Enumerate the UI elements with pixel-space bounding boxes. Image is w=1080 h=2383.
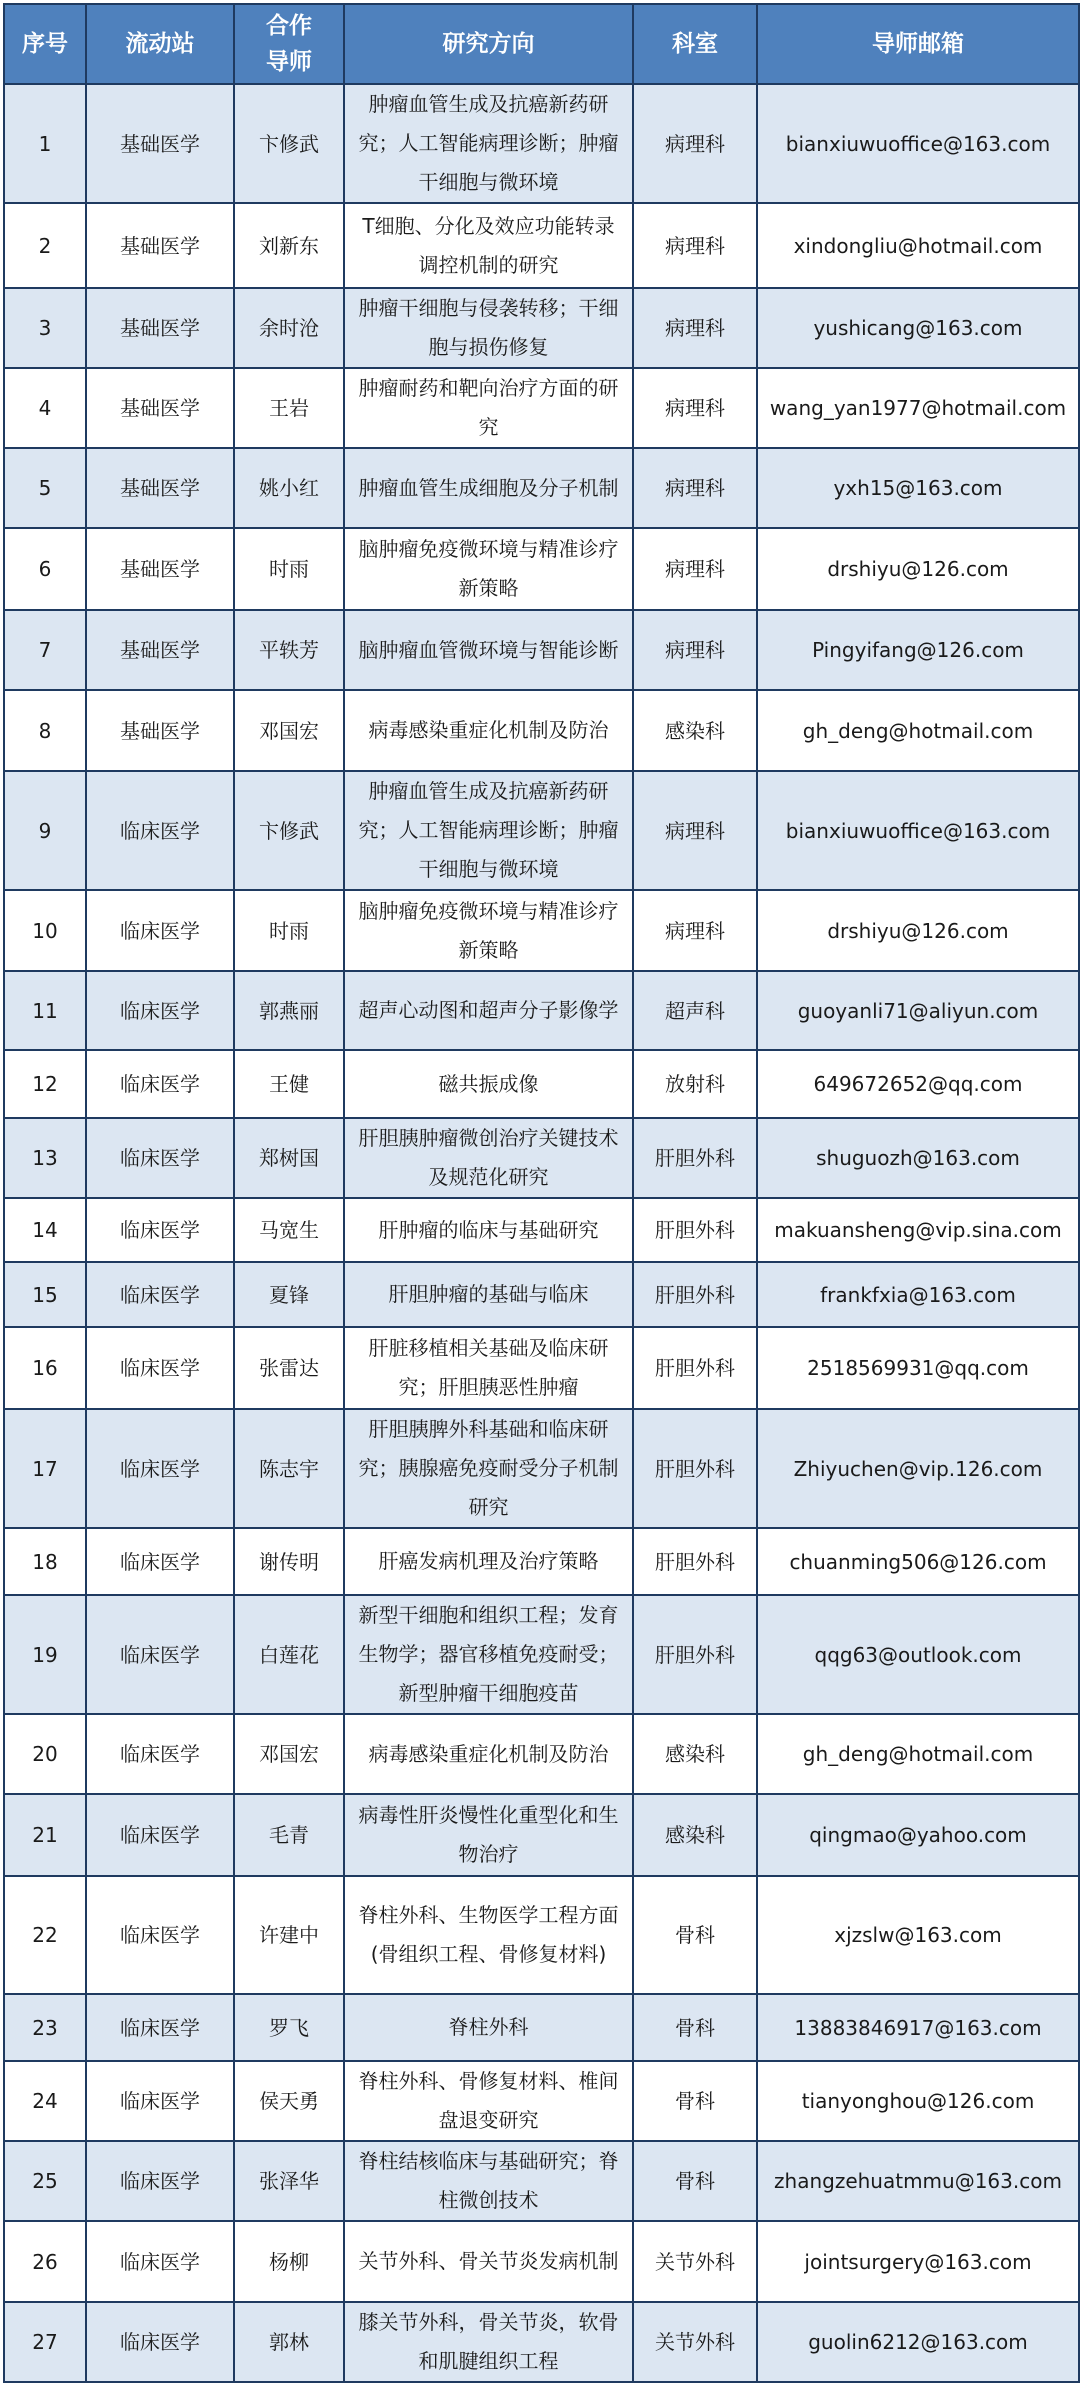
cell-advisor: 白莲花 <box>234 1595 344 1714</box>
table-row <box>4 1327 1079 1409</box>
cell-department: 病理科 <box>633 368 757 448</box>
table-row <box>4 1528 1079 1595</box>
cell-station: 临床医学 <box>86 771 234 890</box>
table-row <box>4 203 1079 288</box>
cell-email: makuansheng@vip.sina.com <box>757 1198 1079 1262</box>
cell-station: 临床医学 <box>86 1714 234 1794</box>
cell-index: 9 <box>4 771 86 890</box>
table-row <box>4 771 1079 890</box>
cell-department: 感染科 <box>633 1794 757 1876</box>
cell-advisor: 张泽华 <box>234 2141 344 2221</box>
cell-research: 新型干细胞和组织工程；发育生物学；器官移植免疫耐受；新型肿瘤干细胞疫苗 <box>344 1595 633 1714</box>
cell-advisor: 平轶芳 <box>234 610 344 690</box>
cell-advisor: 卞修武 <box>234 84 344 203</box>
table-row <box>4 1876 1079 1994</box>
cell-index: 15 <box>4 1262 86 1327</box>
cell-department: 骨科 <box>633 1994 757 2061</box>
cell-email: gh_deng@hotmail.com <box>757 1714 1079 1794</box>
cell-research: 肝胆胰肿瘤微创治疗关键技术及规范化研究 <box>344 1118 633 1198</box>
cell-email: guolin6212@163.com <box>757 2302 1079 2382</box>
cell-station: 临床医学 <box>86 2221 234 2302</box>
cell-advisor: 许建中 <box>234 1876 344 1994</box>
table-body <box>4 84 1079 2382</box>
cell-index: 6 <box>4 528 86 610</box>
cell-email: yxh15@163.com <box>757 448 1079 528</box>
header-station: 流动站 <box>86 4 234 84</box>
cell-email: shuguozh@163.com <box>757 1118 1079 1198</box>
cell-index: 3 <box>4 288 86 368</box>
table-row <box>4 368 1079 448</box>
table-row <box>4 2221 1079 2302</box>
cell-advisor: 夏锋 <box>234 1262 344 1327</box>
cell-station: 临床医学 <box>86 971 234 1050</box>
cell-department: 骨科 <box>633 1876 757 1994</box>
cell-department: 关节外科 <box>633 2221 757 2302</box>
cell-research: 病毒感染重症化机制及防治 <box>344 690 633 771</box>
cell-research: 膝关节外科，骨关节炎，软骨和肌腱组织工程 <box>344 2302 633 2382</box>
cell-email: yushicang@163.com <box>757 288 1079 368</box>
cell-department: 肝胆外科 <box>633 1262 757 1327</box>
table-row <box>4 2061 1079 2141</box>
cell-index: 11 <box>4 971 86 1050</box>
table-row <box>4 1409 1079 1528</box>
cell-index: 26 <box>4 2221 86 2302</box>
cell-station: 临床医学 <box>86 2141 234 2221</box>
cell-email: bianxiuwuoffice@163.com <box>757 84 1079 203</box>
cell-station: 基础医学 <box>86 368 234 448</box>
cell-index: 17 <box>4 1409 86 1528</box>
cell-email: wang_yan1977@hotmail.com <box>757 368 1079 448</box>
cell-station: 基础医学 <box>86 610 234 690</box>
cell-station: 临床医学 <box>86 1528 234 1595</box>
cell-index: 27 <box>4 2302 86 2382</box>
cell-advisor: 余时沧 <box>234 288 344 368</box>
cell-research: 病毒性肝炎慢性化重型化和生物治疗 <box>344 1794 633 1876</box>
cell-station: 基础医学 <box>86 528 234 610</box>
table-row <box>4 2141 1079 2221</box>
table-row <box>4 448 1079 528</box>
cell-department: 骨科 <box>633 2061 757 2141</box>
table-row <box>4 84 1079 203</box>
cell-index: 4 <box>4 368 86 448</box>
advisor-table <box>3 3 1080 2383</box>
cell-index: 2 <box>4 203 86 288</box>
cell-email: guoyanli71@aliyun.com <box>757 971 1079 1050</box>
cell-research: 脑肿瘤免疫微环境与精准诊疗新策略 <box>344 890 633 971</box>
header-email: 导师邮箱 <box>757 4 1079 84</box>
cell-station: 临床医学 <box>86 2061 234 2141</box>
cell-index: 19 <box>4 1595 86 1714</box>
table-row <box>4 1595 1079 1714</box>
cell-advisor: 时雨 <box>234 890 344 971</box>
cell-department: 病理科 <box>633 890 757 971</box>
cell-station: 基础医学 <box>86 84 234 203</box>
cell-station: 临床医学 <box>86 1327 234 1409</box>
cell-department: 病理科 <box>633 84 757 203</box>
cell-advisor: 罗飞 <box>234 1994 344 2061</box>
cell-email: xjzslw@163.com <box>757 1876 1079 1994</box>
cell-advisor: 刘新东 <box>234 203 344 288</box>
cell-department: 肝胆外科 <box>633 1118 757 1198</box>
header-index: 序号 <box>4 4 86 84</box>
cell-department: 感染科 <box>633 690 757 771</box>
cell-email: 2518569931@qq.com <box>757 1327 1079 1409</box>
cell-email: frankfxia@163.com <box>757 1262 1079 1327</box>
cell-advisor: 邓国宏 <box>234 1714 344 1794</box>
cell-index: 18 <box>4 1528 86 1595</box>
cell-email: qingmao@yahoo.com <box>757 1794 1079 1876</box>
table-row <box>4 1198 1079 1262</box>
cell-index: 12 <box>4 1050 86 1118</box>
cell-station: 基础医学 <box>86 690 234 771</box>
cell-email: xindongliu@hotmail.com <box>757 203 1079 288</box>
cell-department: 肝胆外科 <box>633 1327 757 1409</box>
cell-research: 关节外科、骨关节炎发病机制 <box>344 2221 633 2302</box>
cell-email: drshiyu@126.com <box>757 890 1079 971</box>
cell-research: 脑肿瘤免疫微环境与精准诊疗新策略 <box>344 528 633 610</box>
cell-department: 病理科 <box>633 448 757 528</box>
cell-index: 14 <box>4 1198 86 1262</box>
cell-index: 22 <box>4 1876 86 1994</box>
cell-advisor: 卞修武 <box>234 771 344 890</box>
cell-research: 肝胆胰脾外科基础和临床研究；胰腺癌免疫耐受分子机制研究 <box>344 1409 633 1528</box>
cell-advisor: 王岩 <box>234 368 344 448</box>
cell-station: 临床医学 <box>86 1794 234 1876</box>
cell-station: 临床医学 <box>86 1118 234 1198</box>
table-row <box>4 971 1079 1050</box>
cell-department: 病理科 <box>633 288 757 368</box>
cell-station: 基础医学 <box>86 203 234 288</box>
cell-research: 磁共振成像 <box>344 1050 633 1118</box>
cell-station: 临床医学 <box>86 2302 234 2382</box>
cell-email: gh_deng@hotmail.com <box>757 690 1079 771</box>
cell-index: 23 <box>4 1994 86 2061</box>
cell-research: 脊柱结核临床与基础研究；脊柱微创技术 <box>344 2141 633 2221</box>
table-row <box>4 1714 1079 1794</box>
cell-index: 7 <box>4 610 86 690</box>
cell-research: 肿瘤血管生成及抗癌新药研究；人工智能病理诊断；肿瘤干细胞与微环境 <box>344 771 633 890</box>
cell-research: 肿瘤血管生成及抗癌新药研究；人工智能病理诊断；肿瘤干细胞与微环境 <box>344 84 633 203</box>
header-research: 研究方向 <box>344 4 633 84</box>
cell-research: 肝脏移植相关基础及临床研究；肝胆胰恶性肿瘤 <box>344 1327 633 1409</box>
cell-index: 16 <box>4 1327 86 1409</box>
cell-department: 肝胆外科 <box>633 1409 757 1528</box>
table-row <box>4 1262 1079 1327</box>
cell-email: qqg63@outlook.com <box>757 1595 1079 1714</box>
cell-email: zhangzehuatmmu@163.com <box>757 2141 1079 2221</box>
cell-research: 肿瘤干细胞与侵袭转移；干细胞与损伤修复 <box>344 288 633 368</box>
table-row <box>4 1794 1079 1876</box>
cell-department: 病理科 <box>633 771 757 890</box>
cell-email: chuanming506@126.com <box>757 1528 1079 1595</box>
cell-email: 649672652@qq.com <box>757 1050 1079 1118</box>
table-row <box>4 690 1079 771</box>
cell-department: 病理科 <box>633 203 757 288</box>
header-advisor <box>234 4 344 84</box>
cell-research: 肝胆肿瘤的基础与临床 <box>344 1262 633 1327</box>
table-row <box>4 528 1079 610</box>
cell-advisor: 毛青 <box>234 1794 344 1876</box>
header-department: 科室 <box>633 4 757 84</box>
cell-department: 病理科 <box>633 610 757 690</box>
cell-advisor: 时雨 <box>234 528 344 610</box>
cell-department: 骨科 <box>633 2141 757 2221</box>
cell-research: 肿瘤血管生成细胞及分子机制 <box>344 448 633 528</box>
cell-station: 基础医学 <box>86 288 234 368</box>
cell-index: 25 <box>4 2141 86 2221</box>
cell-research: 肝肿瘤的临床与基础研究 <box>344 1198 633 1262</box>
cell-research: 肿瘤耐药和靶向治疗方面的研究 <box>344 368 633 448</box>
cell-station: 临床医学 <box>86 890 234 971</box>
cell-advisor: 王健 <box>234 1050 344 1118</box>
cell-advisor: 谢传明 <box>234 1528 344 1595</box>
cell-station: 临床医学 <box>86 1198 234 1262</box>
cell-advisor: 姚小红 <box>234 448 344 528</box>
cell-department: 放射科 <box>633 1050 757 1118</box>
cell-email: jointsurgery@163.com <box>757 2221 1079 2302</box>
cell-advisor: 马宽生 <box>234 1198 344 1262</box>
cell-advisor: 郑树国 <box>234 1118 344 1198</box>
header-advisor-label: 合作导师 <box>266 13 312 75</box>
cell-research: 脊柱外科、骨修复材料、椎间盘退变研究 <box>344 2061 633 2141</box>
table-row <box>4 890 1079 971</box>
cell-station: 临床医学 <box>86 1876 234 1994</box>
table-row <box>4 1050 1079 1118</box>
cell-station: 基础医学 <box>86 448 234 528</box>
cell-email: Pingyifang@126.com <box>757 610 1079 690</box>
cell-advisor: 杨柳 <box>234 2221 344 2302</box>
table-row <box>4 2302 1079 2382</box>
cell-index: 13 <box>4 1118 86 1198</box>
cell-department: 关节外科 <box>633 2302 757 2382</box>
cell-advisor: 邓国宏 <box>234 690 344 771</box>
cell-station: 临床医学 <box>86 1050 234 1118</box>
cell-department: 肝胆外科 <box>633 1595 757 1714</box>
cell-station: 临床医学 <box>86 1994 234 2061</box>
cell-advisor: 侯天勇 <box>234 2061 344 2141</box>
cell-research: 脑肿瘤血管微环境与智能诊断 <box>344 610 633 690</box>
cell-index: 20 <box>4 1714 86 1794</box>
cell-department: 肝胆外科 <box>633 1528 757 1595</box>
cell-index: 8 <box>4 690 86 771</box>
cell-research: 脊柱外科 <box>344 1994 633 2061</box>
cell-station: 临床医学 <box>86 1262 234 1327</box>
cell-advisor: 郭林 <box>234 2302 344 2382</box>
cell-index: 24 <box>4 2061 86 2141</box>
cell-department: 肝胆外科 <box>633 1198 757 1262</box>
table-row <box>4 1994 1079 2061</box>
cell-advisor: 郭燕丽 <box>234 971 344 1050</box>
cell-email: tianyonghou@126.com <box>757 2061 1079 2141</box>
cell-advisor: 张雷达 <box>234 1327 344 1409</box>
cell-email: bianxiuwuoffice@163.com <box>757 771 1079 890</box>
cell-index: 5 <box>4 448 86 528</box>
cell-station: 临床医学 <box>86 1595 234 1714</box>
cell-index: 10 <box>4 890 86 971</box>
cell-research: 病毒感染重症化机制及防治 <box>344 1714 633 1794</box>
table-row <box>4 1118 1079 1198</box>
cell-station: 临床医学 <box>86 1409 234 1528</box>
cell-department: 感染科 <box>633 1714 757 1794</box>
cell-index: 21 <box>4 1794 86 1876</box>
cell-advisor: 陈志宇 <box>234 1409 344 1528</box>
cell-email: 13883846917@163.com <box>757 1994 1079 2061</box>
cell-research: 超声心动图和超声分子影像学 <box>344 971 633 1050</box>
table-row <box>4 288 1079 368</box>
cell-email: drshiyu@126.com <box>757 528 1079 610</box>
cell-research: 肝癌发病机理及治疗策略 <box>344 1528 633 1595</box>
cell-research: T细胞、分化及效应功能转录调控机制的研究 <box>344 203 633 288</box>
cell-index: 1 <box>4 84 86 203</box>
cell-email: Zhiyuchen@vip.126.com <box>757 1409 1079 1528</box>
cell-research: 脊柱外科、生物医学工程方面(骨组织工程、骨修复材料) <box>344 1876 633 1994</box>
table-row <box>4 610 1079 690</box>
cell-department: 病理科 <box>633 528 757 610</box>
cell-department: 超声科 <box>633 971 757 1050</box>
table-header-row <box>4 4 1079 84</box>
